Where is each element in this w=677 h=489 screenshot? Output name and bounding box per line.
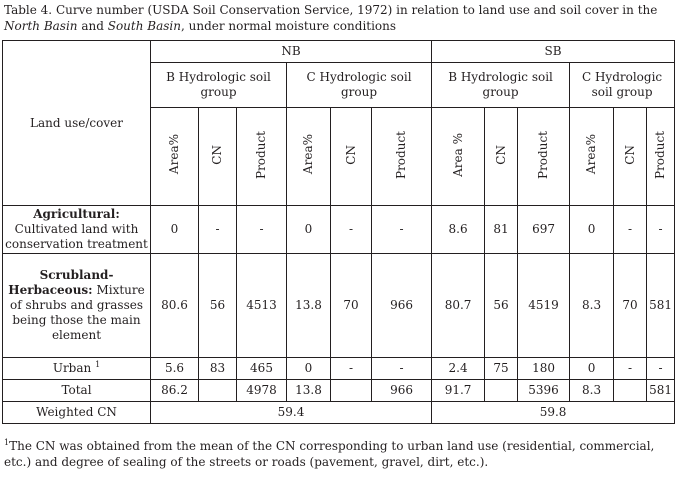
caption-text-a: Curve number (USDA Soil Conservation Service, 1972) in relation to land use and soil cover in the xyxy=(52,3,658,17)
weighted-cn-label: Weighted CN xyxy=(3,402,151,424)
table-cell: 80.7 xyxy=(432,254,485,358)
table-cell: - xyxy=(199,206,237,254)
footnote-text: The CN was obtained from the mean of the CN corresponding to urban land use (residential, commercial, etc.) and degree of sealing of the streets or roads (pavement, gravel, dirt, etc.). xyxy=(4,439,655,469)
table-cell: 56 xyxy=(485,254,518,358)
table-row xyxy=(3,206,675,254)
table-cell: - xyxy=(331,206,372,254)
row-label-text: Urban xyxy=(52,361,92,375)
caption-text-b: and xyxy=(77,19,108,33)
table-cell xyxy=(614,380,647,402)
table-cell: 5.6 xyxy=(151,358,199,380)
table-cell: 0 xyxy=(287,358,331,380)
table-cell: 13.8 xyxy=(287,380,331,402)
header-product-nb-b: Product xyxy=(237,108,287,206)
header-nb-c-group: C Hydrologic soil group xyxy=(287,63,432,108)
row-label xyxy=(3,380,151,402)
caption-south-basin: South Basin xyxy=(107,19,181,33)
header-cn-sb-b: CN xyxy=(485,108,518,206)
caption-north-basin: North Basin xyxy=(4,19,78,33)
table-cell: 86.2 xyxy=(151,380,199,402)
table-cell: 81 xyxy=(485,206,518,254)
table-cell: 8.3 xyxy=(570,380,614,402)
table-cell: - xyxy=(614,206,647,254)
row-label xyxy=(3,206,151,254)
table-row xyxy=(3,254,675,358)
header-product-sb-b: Product xyxy=(518,108,570,206)
header-sb-c-group: C Hydrologic soil group xyxy=(570,63,675,108)
table-cell: 697 xyxy=(518,206,570,254)
weighted-cn-row xyxy=(3,402,675,424)
row-label-bold: Scrubland-Herbaceous: xyxy=(8,268,114,297)
table-cell: 8.3 xyxy=(570,254,614,358)
caption-text-c: , under normal moisture conditions xyxy=(180,19,397,33)
table-cell: 75 xyxy=(485,358,518,380)
table-cell: 581 xyxy=(647,254,675,358)
header-area-nb-b: Area% xyxy=(151,108,199,206)
table-cell: 70 xyxy=(331,254,372,358)
table-cell: 8.6 xyxy=(432,206,485,254)
table-cell: - xyxy=(372,358,432,380)
header-cn-sb-c: CN xyxy=(614,108,647,206)
table-cell: 966 xyxy=(372,254,432,358)
header-nb-b-group: B Hydrologic soil group xyxy=(151,63,287,108)
table-cell: 2.4 xyxy=(432,358,485,380)
table-cell: 4978 xyxy=(237,380,287,402)
table-cell: 180 xyxy=(518,358,570,380)
row-label xyxy=(3,254,151,358)
header-area-nb-c: Area% xyxy=(287,108,331,206)
table-cell: 0 xyxy=(570,206,614,254)
table-cell: 4513 xyxy=(237,254,287,358)
table-cell: 13.8 xyxy=(287,254,331,358)
table-cell: - xyxy=(372,206,432,254)
table-cell: 0 xyxy=(570,358,614,380)
table-cell: 80.6 xyxy=(151,254,199,358)
row-label-bold: Agricultural: xyxy=(33,207,120,221)
row-label xyxy=(3,358,151,380)
header-nb: NB xyxy=(151,41,432,63)
table-cell: 0 xyxy=(287,206,331,254)
table-cell: 70 xyxy=(614,254,647,358)
page xyxy=(0,2,677,489)
table-cell: 5396 xyxy=(518,380,570,402)
table-caption xyxy=(4,2,674,34)
table-cell: - xyxy=(647,358,675,380)
header-product-sb-c: Product xyxy=(647,108,675,206)
header-land-use: Land use/cover xyxy=(3,41,151,206)
table-cell: 966 xyxy=(372,380,432,402)
table-cell: 56 xyxy=(199,254,237,358)
row-label-text: Cultivated land with conservation treatment xyxy=(5,222,148,251)
header-area-sb-c: Area% xyxy=(570,108,614,206)
row-label-text: Total xyxy=(61,383,92,397)
table-cell: 4519 xyxy=(518,254,570,358)
row-label-text: Mixture of shrubs and grasses being those the main element xyxy=(9,283,145,342)
table-cell: 91.7 xyxy=(432,380,485,402)
header-sb: SB xyxy=(432,41,675,63)
table-cell: - xyxy=(331,358,372,380)
table-body xyxy=(3,206,675,402)
table-cell: - xyxy=(614,358,647,380)
table-cell: - xyxy=(237,206,287,254)
header-cn-nb-c: CN xyxy=(331,108,372,206)
header-product-nb-c: Product xyxy=(372,108,432,206)
footnote xyxy=(4,438,674,470)
table-cell: 465 xyxy=(237,358,287,380)
table-cell: 0 xyxy=(151,206,199,254)
header-area-sb-b: Area % xyxy=(432,108,485,206)
table-cell xyxy=(199,380,237,402)
table-cell xyxy=(485,380,518,402)
table-cell: - xyxy=(647,206,675,254)
table-cell xyxy=(331,380,372,402)
row-label-footnote-marker: 1 xyxy=(95,360,101,369)
header-cn-nb-b: CN xyxy=(199,108,237,206)
weighted-cn-sb: 59.8 xyxy=(432,402,675,424)
table-row xyxy=(3,358,675,380)
table-cell: 581 xyxy=(647,380,675,402)
header-sb-b-group: B Hydrologic soil group xyxy=(432,63,570,108)
table-row xyxy=(3,380,675,402)
weighted-cn-nb: 59.4 xyxy=(151,402,432,424)
footnote-marker: 1 xyxy=(4,438,10,447)
table-cell: 83 xyxy=(199,358,237,380)
caption-label: Table 4. xyxy=(4,3,53,17)
curve-number-table xyxy=(2,40,675,424)
